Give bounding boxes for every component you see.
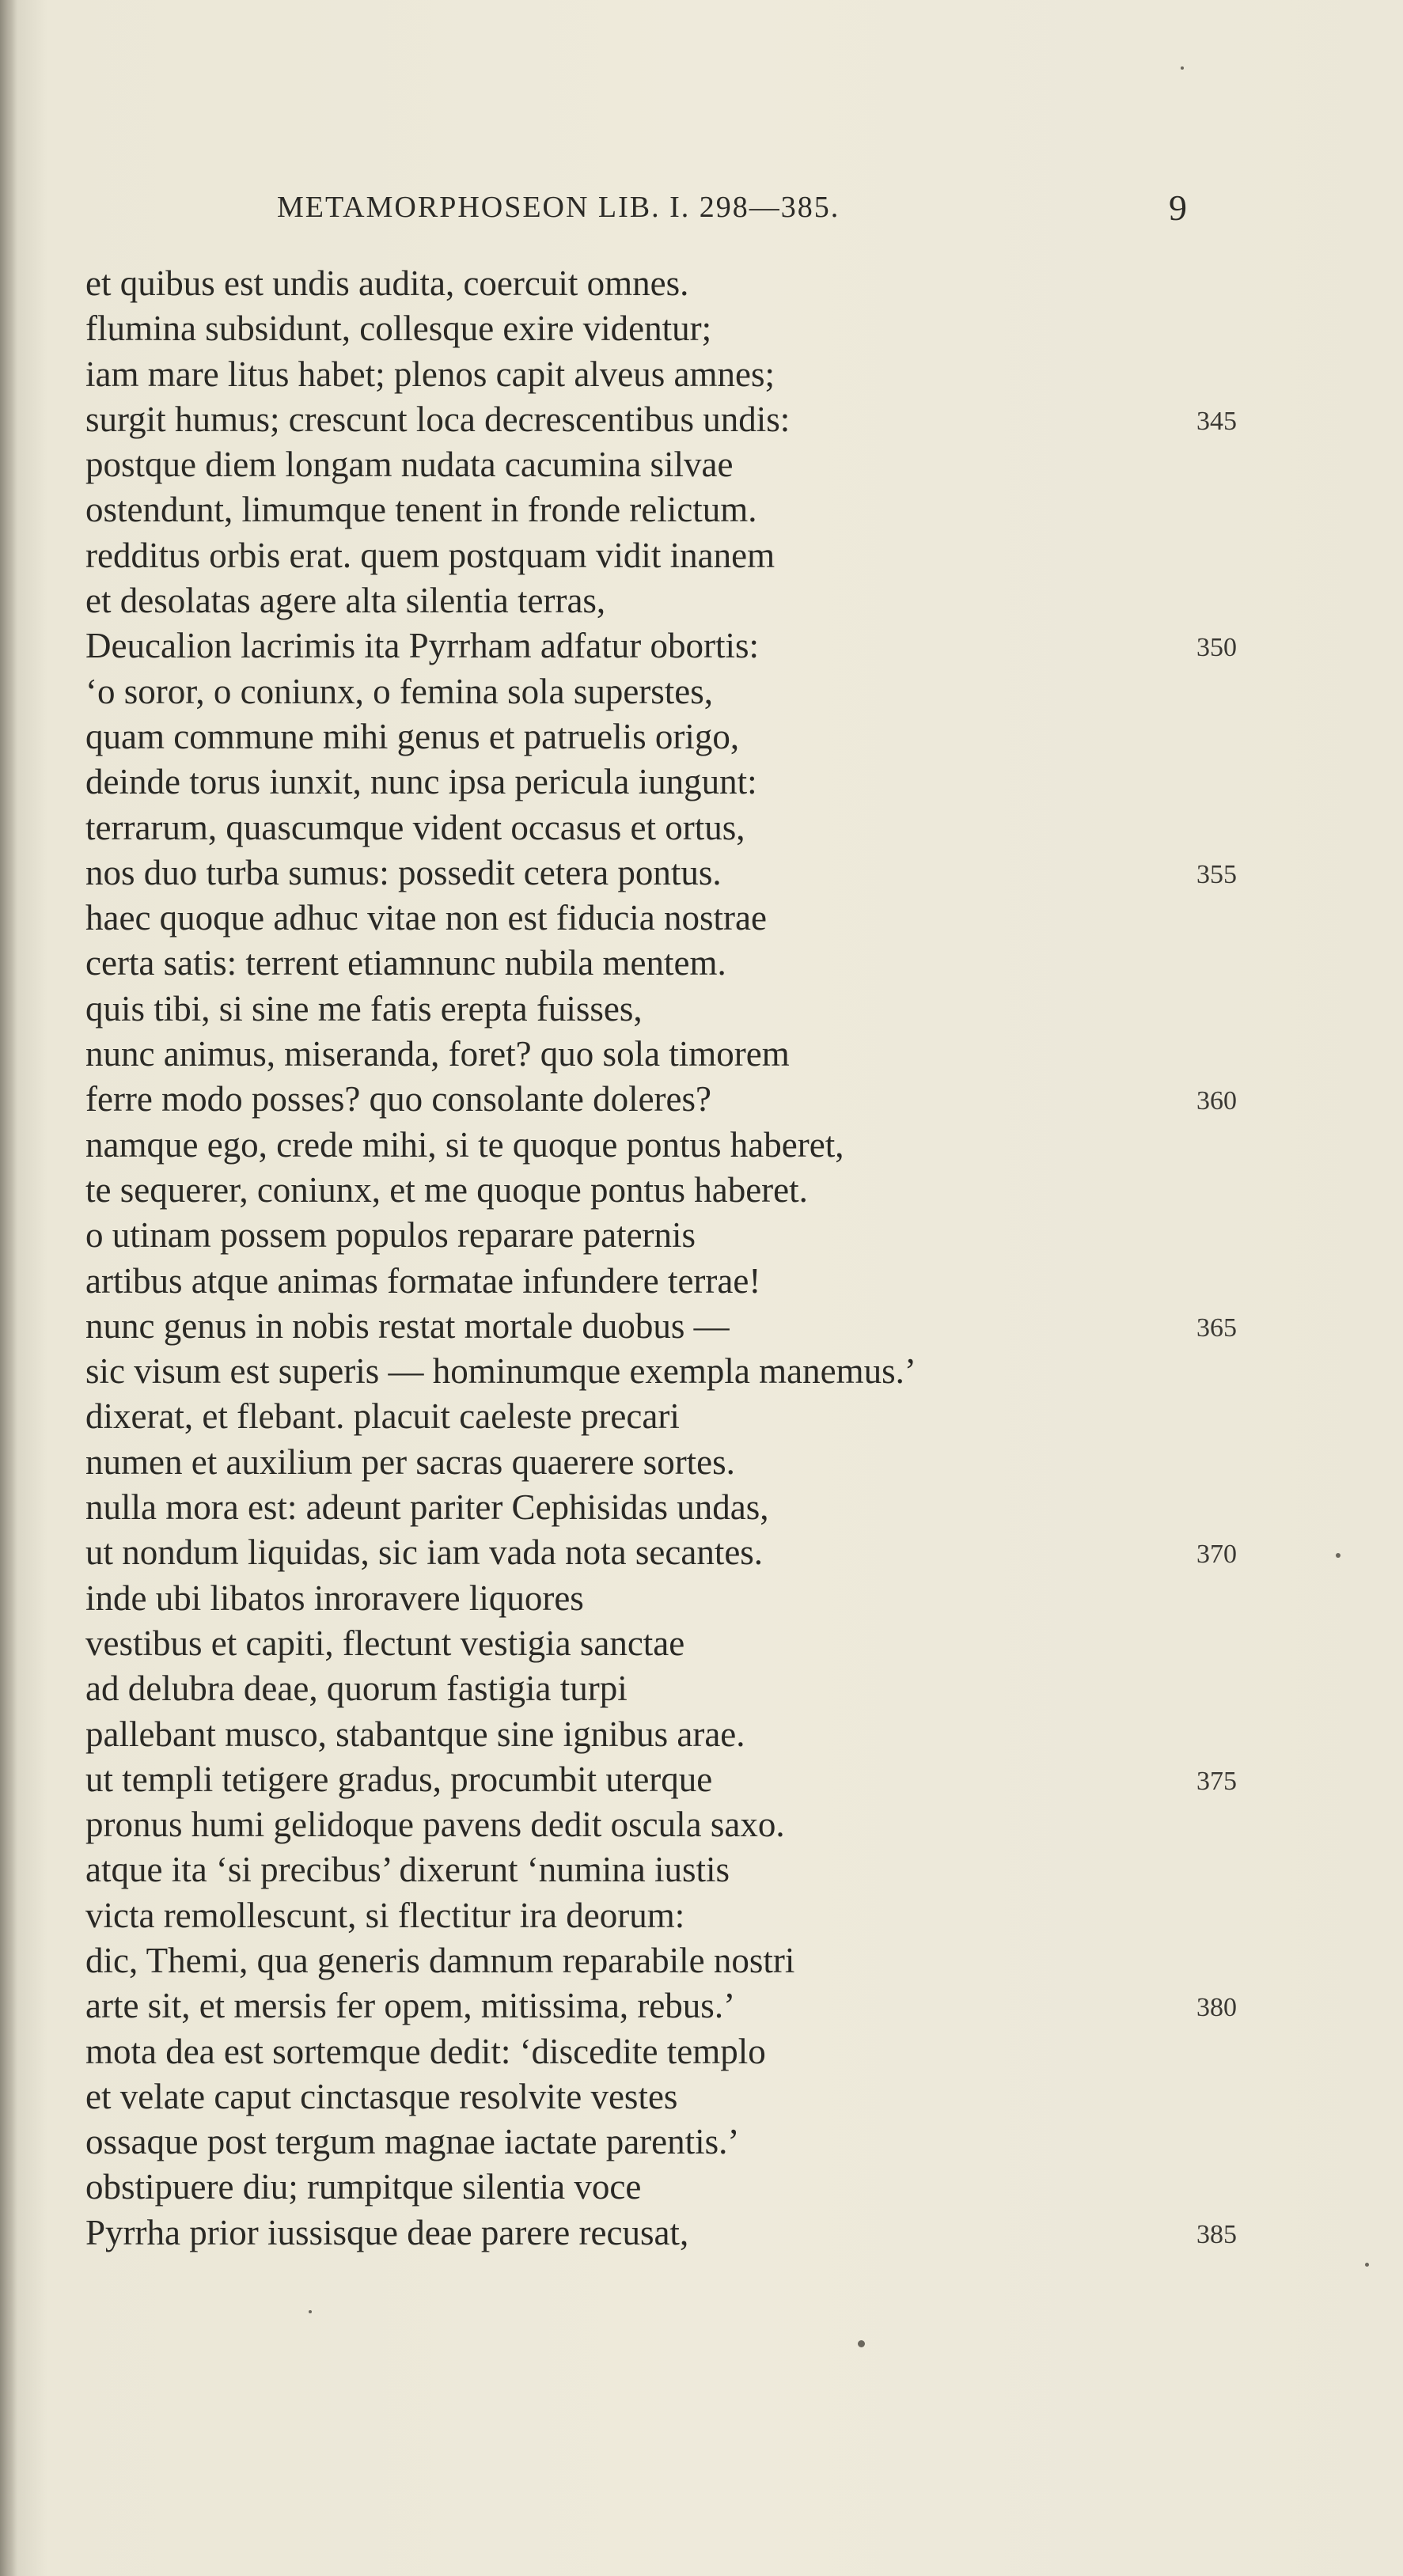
verse-text: sic visum est superis — hominumque exempla manemus.’ <box>85 1351 916 1392</box>
verse-line <box>85 987 1272 1032</box>
verse-text: pallebant musco, stabantque sine ignibus arae. <box>85 1714 745 1754</box>
verse-text: te sequerer, coniunx, et me quoque pontus haberet. <box>85 1169 808 1210</box>
verse-text: nos duo turba sumus: possedit cetera pontus. <box>85 852 722 892</box>
verse-line <box>85 941 1272 986</box>
verse-line <box>85 1440 1272 1485</box>
verse-line <box>85 2210 1272 2256</box>
line-number: 370 <box>1196 1540 1237 1570</box>
verse-line <box>85 1847 1272 1892</box>
verse-text: certa satis: terrent etiamnunc nubila mentem. <box>85 943 726 983</box>
verse-line <box>85 1666 1272 1711</box>
verse-text: quam commune mihi genus et patruelis origo, <box>85 716 740 756</box>
verse-text: Pyrrha prior iussisque deae parere recusat, <box>85 2212 689 2252</box>
verse-line <box>85 1530 1272 1575</box>
verse-line <box>85 306 1272 351</box>
verse-line <box>85 1032 1272 1077</box>
verse-line <box>85 2120 1272 2165</box>
verse-text: ossaque post tergum magnae iactate parentis.’ <box>85 2122 740 2162</box>
line-number: 385 <box>1196 2219 1237 2249</box>
verse-text: dic, Themi, qua generis damnum reparabile nostri <box>85 1940 795 1980</box>
verse-text: iam mare litus habet; plenos capit alveus amnes; <box>85 354 775 394</box>
verse-text: surgit humus; crescunt loca decrescentibus undis: <box>85 399 791 439</box>
verse-text: o utinam possem populos reparare paternis <box>85 1215 696 1256</box>
verse-line <box>85 669 1272 714</box>
verse-line <box>85 623 1272 669</box>
paper-speck <box>1365 2263 1369 2267</box>
verse-text: victa remollescunt, si flectitur ira deorum: <box>85 1895 685 1935</box>
page-header <box>277 190 1187 237</box>
verse-line <box>85 1802 1272 1847</box>
verse-line <box>85 487 1272 532</box>
verse-line <box>85 2165 1272 2210</box>
verse-text: mota dea est sortemque dedit: ‘discedite templo <box>85 2031 766 2071</box>
verse-text: namque ego, crede mihi, si te quoque pontus haberet, <box>85 1124 844 1165</box>
verse-line <box>85 1259 1272 1304</box>
verse-text: ut templi tetigere gradus, procumbit uterque <box>85 1759 713 1799</box>
line-number: 380 <box>1196 1993 1237 2023</box>
verse-text: et desolatas agere alta silentia terras, <box>85 581 606 621</box>
page-number: 9 <box>1169 188 1187 228</box>
verse-text: inde ubi libatos inroravere liquores <box>85 1578 584 1618</box>
verse-text: ferre modo posses? quo consolante doleres? <box>85 1079 711 1119</box>
verse-line <box>85 1394 1272 1439</box>
verse-text: Deucalion lacrimis ita Pyrrham adfatur obortis: <box>85 626 760 666</box>
verse-line <box>85 1757 1272 1802</box>
verse-line <box>85 1077 1272 1122</box>
line-number: 365 <box>1196 1313 1237 1343</box>
verse-line <box>85 261 1272 306</box>
verse-line <box>85 1304 1272 1349</box>
verse-text: nulla mora est: adeunt pariter Cephisidas undas, <box>85 1487 769 1528</box>
verse-line <box>85 850 1272 896</box>
verse-text: et quibus est undis audita, coercuit omnes. <box>85 263 689 303</box>
verse-text: vestibus et capiti, flectunt vestigia sanctae <box>85 1623 685 1663</box>
verse-line <box>85 1893 1272 1938</box>
paper-speck <box>309 2310 312 2313</box>
verse-text: pronus humi gelidoque pavens dedit oscula saxo. <box>85 1805 785 1845</box>
verse-text: ad delubra deae, quorum fastigia turpi <box>85 1669 628 1709</box>
verse-text: et velate caput cinctasque resolvite vestes <box>85 2076 678 2116</box>
verse-line <box>85 1621 1272 1666</box>
verse-line <box>85 397 1272 442</box>
verse-line <box>85 352 1272 397</box>
verse-line <box>85 1983 1272 2029</box>
page-binding-shadow <box>0 0 17 2576</box>
verse-text: ‘o soror, o coniunx, o femina sola superstes, <box>85 671 714 711</box>
verse-text: dixerat, et flebant. placuit caeleste precari <box>85 1396 680 1437</box>
verse-line <box>85 805 1272 850</box>
verse-line <box>85 760 1272 805</box>
line-number: 375 <box>1196 1766 1237 1796</box>
verse-line <box>85 1123 1272 1168</box>
paper-speck <box>858 2340 865 2347</box>
verse-line <box>85 896 1272 941</box>
verse-text: nunc genus in nobis restat mortale duobus — <box>85 1305 730 1346</box>
verse-line <box>85 1168 1272 1213</box>
verse-line <box>85 1712 1272 1757</box>
verse-line <box>85 533 1272 578</box>
verse-text: nunc animus, miseranda, foret? quo sola timorem <box>85 1034 790 1074</box>
verse-text: redditus orbis erat. quem postquam vidit inanem <box>85 535 775 575</box>
verse-text: artibus atque animas formatae infundere terrae! <box>85 1260 761 1301</box>
verse-text: terrarum, quascumque vident occasus et ortus, <box>85 807 745 847</box>
verse-line <box>85 1576 1272 1621</box>
verse-line <box>85 1485 1272 1530</box>
verse-text: arte sit, et mersis fer opem, mitissima, rebus.’ <box>85 1986 736 2026</box>
verse-line <box>85 1938 1272 1983</box>
verse-list <box>85 261 1272 2256</box>
running-head: METAMORPHOSEON LIB. I. 298—385. <box>277 191 840 224</box>
verse-line <box>85 1213 1272 1258</box>
verse-line <box>85 2074 1272 2120</box>
line-number: 350 <box>1196 633 1237 663</box>
paper-speck <box>1336 1553 1340 1558</box>
verse-text: ut nondum liquidas, sic iam vada nota secantes. <box>85 1532 764 1573</box>
verse-text: postque diem longam nudata cacumina silvae <box>85 445 734 485</box>
verse-line <box>85 578 1272 623</box>
line-number: 355 <box>1196 859 1237 889</box>
verse-text: flumina subsidunt, collesque exire videntur; <box>85 309 712 349</box>
paper-speck <box>1181 66 1184 70</box>
verse-text: atque ita ‘si precibus’ dixerunt ‘numina iustis <box>85 1850 730 1890</box>
verse-line <box>85 1349 1272 1394</box>
verse-text: numen et auxilium per sacras quaerere sortes. <box>85 1441 735 1482</box>
verse-text: obstipuere diu; rumpitque silentia voce <box>85 2167 642 2207</box>
verse-line <box>85 714 1272 760</box>
verse-line <box>85 2029 1272 2074</box>
verse-text: haec quoque adhuc vitae non est fiducia nostrae <box>85 898 767 938</box>
verse-text: ostendunt, limumque tenent in fronde relictum. <box>85 490 757 530</box>
verse-text: quis tibi, si sine me fatis erepta fuisses, <box>85 988 643 1029</box>
line-number: 360 <box>1196 1086 1237 1116</box>
verse-line <box>85 442 1272 487</box>
verse-text: deinde torus iunxit, nunc ipsa pericula iungunt: <box>85 762 757 802</box>
line-number: 345 <box>1196 406 1237 436</box>
